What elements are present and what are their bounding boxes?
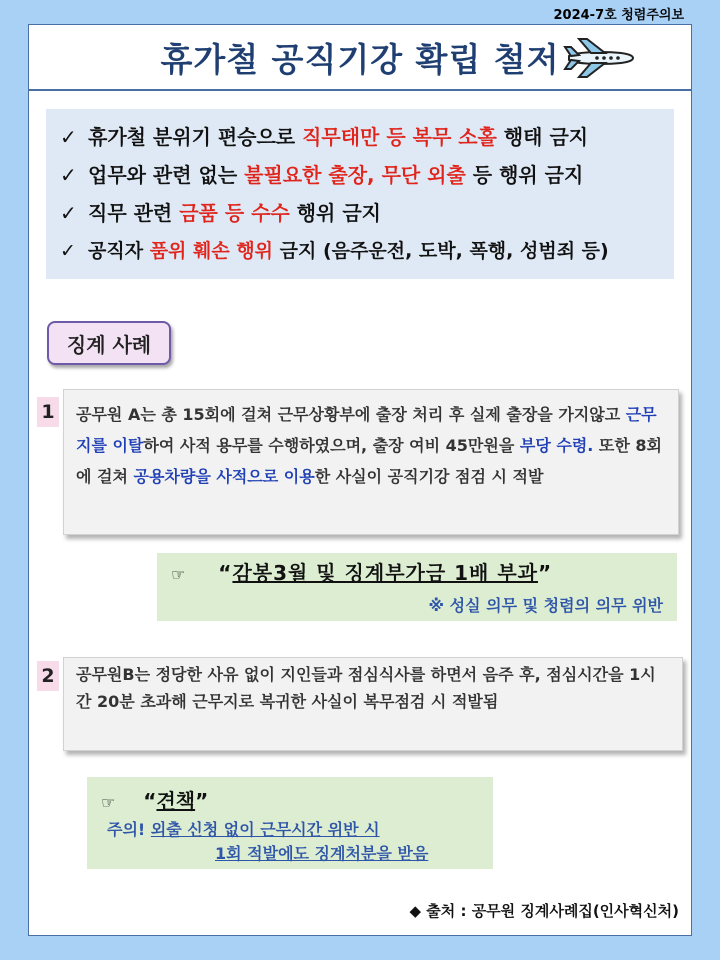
page-title: 휴가철 공직기강 확립 철저 xyxy=(160,39,560,79)
case-highlight: 공용차량을 사적으로 이용 xyxy=(133,467,315,486)
rule-highlight: 품위 훼손 행위 xyxy=(149,240,274,262)
penalty-box-1 xyxy=(157,553,677,621)
pointing-hand-icon: ☞ xyxy=(171,565,187,584)
airplane-icon xyxy=(563,37,635,79)
case-1-box xyxy=(63,389,679,535)
case-number: 2 xyxy=(37,661,59,691)
case-text: 하여 사적 용무를 수행하였으며, 출장 여비 45만원을 xyxy=(143,436,520,455)
rule-highlight: 불필요한 출장, 무단 외출 xyxy=(244,163,466,187)
section-label: 징계 사례 xyxy=(47,321,171,365)
rule-text: 행태 금지 xyxy=(496,125,589,149)
rule-text: 행위 금지 xyxy=(289,201,381,225)
rule-item xyxy=(60,118,660,156)
quote-close: ” xyxy=(195,789,209,813)
quote-open: “ xyxy=(218,561,233,585)
quote-open: “ xyxy=(143,789,157,813)
diamond-icon: ◆ xyxy=(409,902,422,920)
rule-text: 등 행위 금지 xyxy=(465,163,584,187)
check-icon: ✓ xyxy=(60,163,77,187)
case-highlight: 근무지를 이탈 xyxy=(76,405,657,455)
check-icon: ✓ xyxy=(60,240,76,262)
caution-text: 1회 적발에도 징계처분을 받음 xyxy=(215,844,429,863)
penalty-note: ※ 성실 의무 및 청렴의 의무 위반 xyxy=(428,596,663,615)
rule-item xyxy=(60,194,660,232)
case-text: 공무원 A는 총 15회에 걸쳐 근무상황부에 출장 처리 후 실제 출장을 가지않고 xyxy=(76,405,626,424)
issue-label: 2024-7호 청렴주의보 xyxy=(553,8,684,23)
penalty-text: 견책 xyxy=(156,789,196,813)
penalty-line xyxy=(101,785,208,814)
case-highlight: 부당 수령. xyxy=(519,436,594,455)
rule-text: 직무 관련 xyxy=(88,201,180,225)
pointing-hand-icon: ☞ xyxy=(101,793,116,812)
penalty-line xyxy=(171,557,552,586)
rule-text: 휴가철 분위기 편승으로 xyxy=(88,125,303,149)
penalty-box-2 xyxy=(87,777,493,869)
rule-highlight: 직무태만 등 복무 소홀 xyxy=(302,125,497,149)
source-note xyxy=(409,900,679,921)
quote-close: ” xyxy=(537,561,553,585)
check-icon: ✓ xyxy=(60,125,77,149)
caution-label: 주의! xyxy=(107,820,146,839)
rule-highlight: 금품 등 수수 xyxy=(179,201,290,225)
rule-item xyxy=(60,156,660,194)
rule-item xyxy=(60,232,660,270)
case-text: 공무원B는 정당한 사유 없이 지인들과 점심식사를 하면서 음주 후, 점심시간을 1시간 20분 초과해 근무지로 복귀한 사실이 복무점검 시 적발됨 xyxy=(76,665,656,711)
check-icon: ✓ xyxy=(60,201,77,225)
page-frame xyxy=(28,24,692,936)
case-2-box xyxy=(63,657,683,751)
case-number: 1 xyxy=(37,397,59,427)
penalty-text: 감봉3월 및 징계부가금 1배 부과 xyxy=(232,561,538,585)
case-text: 한 사실이 공직기강 점검 시 적발 xyxy=(314,467,544,486)
rule-text: 공직자 xyxy=(88,240,150,262)
rule-text: 금지 (음주운전, 도박, 폭행, 성범죄 등) xyxy=(273,240,609,262)
caution-line xyxy=(107,817,380,840)
source-text: 출처 : 공무원 징계사례집(인사혁신처) xyxy=(426,902,679,920)
rules-box xyxy=(46,109,674,279)
case-text: 또한 8회에 걸쳐 xyxy=(76,436,663,486)
title-bar xyxy=(29,25,691,91)
caution-text: 외출 신청 없이 근무시간 위반 시 xyxy=(150,820,380,839)
rule-text: 업무와 관련 없는 xyxy=(88,163,245,187)
